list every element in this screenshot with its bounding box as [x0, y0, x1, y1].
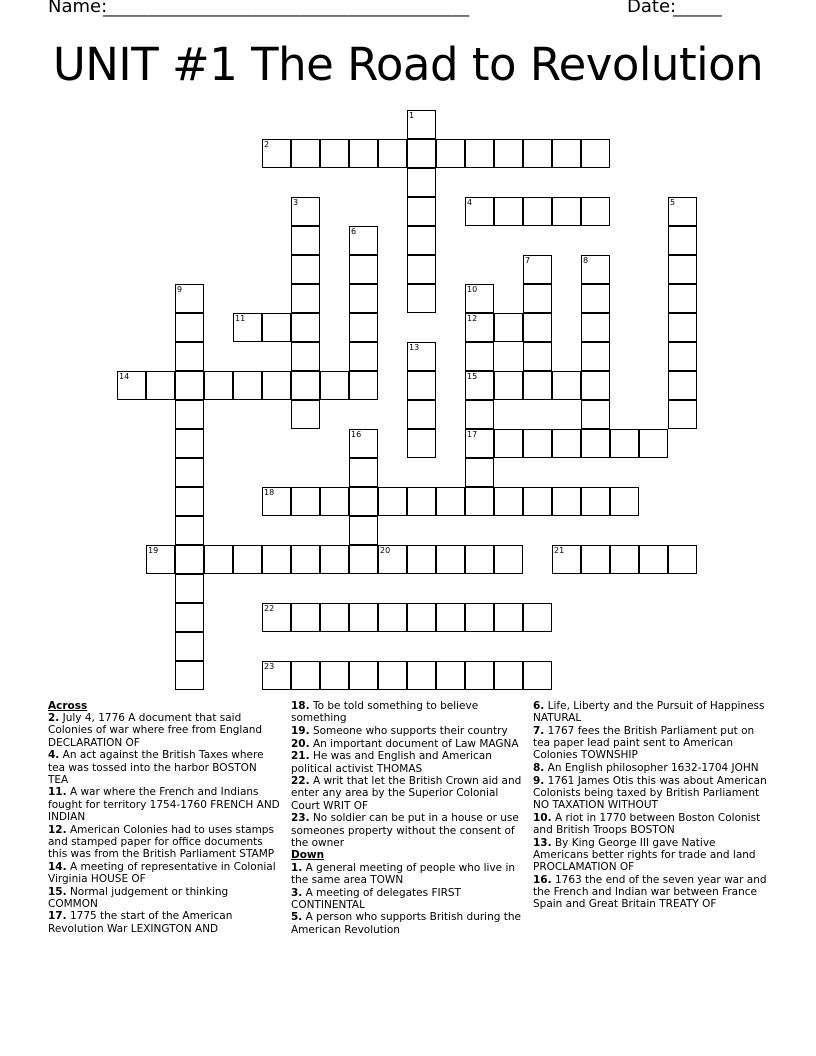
crossword-cell[interactable]: [668, 255, 697, 284]
clue-down-3: 3. A meeting of delegates FIRST CONTINENTAL: [291, 886, 461, 911]
clue-down-7: 7. 1767 fees the British Parliament put on tea paper lead paint sent to American Colonies TOWNSHIP: [533, 724, 755, 762]
crossword-cell[interactable]: [320, 661, 349, 690]
crossword-cell[interactable]: [523, 487, 552, 516]
crossword-cell[interactable]: [407, 603, 436, 632]
crossword-cell[interactable]: [552, 487, 581, 516]
clue-across-11: 11. A war where the French and Indians fought for territory 1754-1760 FRENCH AND INDIAN: [48, 786, 280, 823]
crossword-cell[interactable]: [436, 545, 465, 574]
crossword-cell[interactable]: [407, 429, 436, 458]
crossword-cell[interactable]: [668, 545, 697, 574]
crossword-cell[interactable]: [668, 342, 697, 371]
cell-number: 7: [525, 256, 531, 265]
cell-number: 3: [293, 198, 299, 207]
crossword-cell[interactable]: [465, 400, 494, 429]
crossword-cell[interactable]: [668, 284, 697, 313]
clue-down-10: 10. A riot in 1770 between Boston Colonist and British Troops BOSTON: [533, 811, 761, 837]
cell-number: 5: [670, 198, 676, 207]
crossword-cell[interactable]: [378, 603, 407, 632]
crossword-cell[interactable]: [320, 545, 349, 574]
crossword-cell[interactable]: [378, 545, 407, 574]
clue-across-22: 22. A writ that let the British Crown aid and enter any area by the Superior Colonial Court WRIT OF: [291, 775, 522, 812]
crossword-cell[interactable]: [262, 545, 291, 574]
crossword-cell[interactable]: [523, 284, 552, 313]
crossword-cell[interactable]: [378, 139, 407, 168]
crossword-cell[interactable]: [291, 284, 320, 313]
cell-number: 16: [351, 430, 362, 439]
crossword-cell[interactable]: [552, 139, 581, 168]
cell-number: 14: [119, 372, 130, 381]
crossword-cell[interactable]: [552, 429, 581, 458]
cell-number: 1: [409, 111, 415, 120]
crossword-cell[interactable]: [465, 487, 494, 516]
crossword-cell[interactable]: [175, 487, 204, 516]
crossword-cell[interactable]: [523, 429, 552, 458]
crossword-cell[interactable]: [523, 313, 552, 342]
cell-number: 23: [264, 662, 275, 671]
crossword-cell[interactable]: [349, 458, 378, 487]
clue-down-8: 8. An English philosopher 1632-1704 JOHN: [533, 762, 759, 775]
crossword-cell[interactable]: [175, 371, 204, 400]
crossword-cell[interactable]: [291, 487, 320, 516]
cell-number: 4: [467, 198, 473, 207]
crossword-cell[interactable]: [523, 371, 552, 400]
crossword-cell[interactable]: [407, 487, 436, 516]
crossword-cell[interactable]: [668, 400, 697, 429]
crossword-cell[interactable]: [523, 661, 552, 690]
crossword-cell[interactable]: [349, 226, 378, 255]
crossword-cell[interactable]: [349, 139, 378, 168]
across-heading: Across: [48, 700, 88, 712]
crossword-cell[interactable]: [436, 487, 465, 516]
crossword-cell[interactable]: [262, 313, 291, 342]
date-label: Date:: [627, 0, 677, 17]
crossword-cell[interactable]: [523, 139, 552, 168]
clue-across-23: 23. No soldier can be put in a house or use someones property without the consent of the owner: [291, 812, 519, 849]
crossword-cell[interactable]: [175, 284, 204, 313]
crossword-cell[interactable]: [465, 661, 494, 690]
crossword-cell[interactable]: [407, 255, 436, 284]
crossword-cell[interactable]: [581, 284, 610, 313]
crossword-cell[interactable]: [175, 429, 204, 458]
clue-down-13: 13. By King George III gave Native Americans better rights for trade and land PROCLAMATION OF: [533, 836, 756, 874]
cell-number: 12: [467, 314, 478, 323]
crossword-cell[interactable]: [262, 603, 291, 632]
crossword-cell[interactable]: [610, 545, 639, 574]
crossword-cell[interactable]: [291, 371, 320, 400]
clue-down-16: 16. 1763 the end of the seven year war and the French and Indian war between France Spain and Great Britain TREATY OF: [533, 873, 767, 911]
page-title: UNIT #1 The Road to Revolution: [52, 38, 764, 91]
crossword-cell[interactable]: [581, 313, 610, 342]
crossword-cell[interactable]: [494, 139, 523, 168]
crossword-cell[interactable]: [639, 429, 668, 458]
crossword-cell[interactable]: [175, 458, 204, 487]
crossword-cell[interactable]: [552, 545, 581, 574]
crossword-cell[interactable]: [291, 342, 320, 371]
crossword-cell[interactable]: [320, 487, 349, 516]
crossword-cell[interactable]: [668, 313, 697, 342]
crossword-cell[interactable]: [465, 545, 494, 574]
crossword-cell[interactable]: [291, 545, 320, 574]
crossword-cell[interactable]: [407, 371, 436, 400]
crossword-cell[interactable]: [407, 284, 436, 313]
crossword-cell[interactable]: [291, 197, 320, 226]
name-label: Name:: [48, 0, 108, 17]
name-line[interactable]: _____________________________________________________: [103, 0, 469, 17]
crossword-cell[interactable]: [668, 226, 697, 255]
down-heading: Down: [291, 849, 325, 862]
crossword-cell[interactable]: [175, 342, 204, 371]
cell-number: 20: [380, 546, 391, 555]
crossword-cell[interactable]: [465, 139, 494, 168]
crossword-cell[interactable]: [436, 139, 465, 168]
crossword-cell[interactable]: [320, 139, 349, 168]
crossword-cell[interactable]: [494, 487, 523, 516]
crossword-cell[interactable]: [465, 342, 494, 371]
crossword-cell[interactable]: [349, 516, 378, 545]
cell-number: 9: [177, 285, 183, 294]
crossword-cell[interactable]: [349, 284, 378, 313]
crossword-cell[interactable]: [233, 545, 262, 574]
crossword-cell[interactable]: [465, 197, 494, 226]
clue-down-9: 9. 1761 James Otis this was about American Colonists being taxed by British Parliament NO TAXATION WITHOUT: [533, 774, 767, 812]
crossword-cell[interactable]: [581, 139, 610, 168]
cell-number: 19: [148, 546, 159, 555]
crossword-cell[interactable]: [291, 226, 320, 255]
crossword-cell[interactable]: [349, 429, 378, 458]
crossword-cell[interactable]: [407, 545, 436, 574]
crossword-cell[interactable]: [407, 139, 436, 168]
clue-down-6: 6. Life, Liberty and the Pursuit of Happiness NATURAL: [533, 700, 765, 725]
crossword-cell[interactable]: [581, 429, 610, 458]
crossword-cell[interactable]: [465, 458, 494, 487]
crossword-cell[interactable]: [552, 197, 581, 226]
clue-across-14: 14. A meeting of representative in Colonial Virginia HOUSE OF: [48, 860, 276, 885]
crossword-cell[interactable]: [494, 371, 523, 400]
clue-across-18: 18. To be told something to believe something: [291, 700, 479, 725]
crossword-cell[interactable]: [146, 545, 175, 574]
date-line[interactable]: _______: [673, 0, 722, 17]
cell-number: 17: [467, 430, 478, 439]
cell-number: 8: [583, 256, 589, 265]
crossword-cell[interactable]: [291, 400, 320, 429]
crossword-cell[interactable]: [494, 545, 523, 574]
crossword-cell[interactable]: [175, 545, 204, 574]
crossword-cell[interactable]: [233, 313, 262, 342]
cell-number: 13: [409, 343, 420, 352]
crossword-cell[interactable]: [349, 487, 378, 516]
crossword-cell[interactable]: [581, 197, 610, 226]
crossword-cell[interactable]: [146, 371, 175, 400]
crossword-cell[interactable]: [668, 371, 697, 400]
crossword-cell[interactable]: [407, 400, 436, 429]
clue-across-12: 12. American Colonies had to uses stamps and stamped paper for office documents this was from the British Parliament STAMP: [48, 823, 275, 860]
crossword-cell[interactable]: [378, 487, 407, 516]
crossword-cell[interactable]: [581, 255, 610, 284]
crossword-cell[interactable]: [494, 429, 523, 458]
crossword-cell[interactable]: [349, 313, 378, 342]
crossword-cell[interactable]: [291, 603, 320, 632]
crossword-cell[interactable]: [581, 400, 610, 429]
clue-across-20: 20. An important document of Law MAGNA: [291, 737, 519, 750]
crossword-cell[interactable]: [291, 139, 320, 168]
cell-number: 6: [351, 227, 357, 236]
crossword-cell[interactable]: [523, 197, 552, 226]
crossword-cell[interactable]: [262, 139, 291, 168]
crossword-cell[interactable]: [407, 197, 436, 226]
clue-down-5: 5. A person who supports British during the American Revolution: [291, 911, 521, 936]
clue-across-4: 4. An act against the British Taxes where tea was tossed into the harbor BOSTON TEA: [48, 749, 264, 786]
clues-column-2: [291, 700, 523, 936]
cell-number: 18: [264, 488, 275, 497]
crossword-cell[interactable]: [407, 342, 436, 371]
clue-across-2: 2. July 4, 1776 A document that said Colonies of war where free from England DECLARATION OF: [48, 712, 263, 749]
crossword-cell[interactable]: [581, 545, 610, 574]
crossword-cell[interactable]: [291, 661, 320, 690]
crossword-cell[interactable]: [117, 371, 146, 400]
crossword-cell[interactable]: [436, 603, 465, 632]
crossword-cell[interactable]: [523, 342, 552, 371]
crossword-cell[interactable]: [262, 661, 291, 690]
crossword-cell[interactable]: [291, 255, 320, 284]
crossword-cell[interactable]: [204, 545, 233, 574]
crossword-cell[interactable]: [407, 110, 436, 139]
crossword-cell[interactable]: [175, 313, 204, 342]
cell-number: 10: [467, 285, 478, 294]
crossword-cell[interactable]: [552, 371, 581, 400]
crossword-cell[interactable]: [436, 661, 465, 690]
crossword-cell[interactable]: [465, 313, 494, 342]
clues-column-3: [533, 700, 773, 911]
clue-down-1: 1. A general meeting of people who live in the same area TOWN: [291, 861, 516, 886]
crossword-cell[interactable]: [204, 371, 233, 400]
cell-number: 11: [235, 314, 246, 323]
crossword-cell[interactable]: [494, 661, 523, 690]
crossword-cell[interactable]: [349, 255, 378, 284]
crossword-cell[interactable]: [639, 545, 668, 574]
crossword-cell[interactable]: [175, 400, 204, 429]
crossword-cell[interactable]: [581, 342, 610, 371]
crossword-cell[interactable]: [378, 661, 407, 690]
crossword-cell[interactable]: [262, 487, 291, 516]
clue-across-21: 21. He was and English and American political activist THOMAS: [291, 750, 492, 775]
crossword-cell[interactable]: [465, 284, 494, 313]
crossword-cell[interactable]: [407, 168, 436, 197]
crossword-cell[interactable]: [581, 487, 610, 516]
crossword-cell[interactable]: [233, 371, 262, 400]
crossword-cell[interactable]: [465, 371, 494, 400]
crossword-cell[interactable]: [610, 487, 639, 516]
crossword-cell[interactable]: [581, 371, 610, 400]
crossword-cell[interactable]: [523, 255, 552, 284]
crossword-cell[interactable]: [494, 313, 523, 342]
crossword-cell[interactable]: [262, 371, 291, 400]
clues-column-1: [48, 700, 280, 935]
cell-number: 2: [264, 140, 270, 149]
crossword-cell[interactable]: [291, 313, 320, 342]
crossword-cell[interactable]: [610, 429, 639, 458]
crossword-cell[interactable]: [465, 429, 494, 458]
crossword-cell[interactable]: [349, 342, 378, 371]
crossword-cell[interactable]: [349, 603, 378, 632]
crossword-cell[interactable]: [407, 226, 436, 255]
crossword-cell[interactable]: [175, 632, 204, 661]
crossword-cell[interactable]: [349, 661, 378, 690]
clue-across-17: 17. 1775 the start of the American Revolution War LEXINGTON AND: [48, 910, 233, 935]
cell-number: 21: [554, 546, 565, 555]
crossword-cell[interactable]: [175, 603, 204, 632]
crossword-cell[interactable]: [175, 516, 204, 545]
cell-number: 15: [467, 372, 478, 381]
crossword-cell[interactable]: [465, 603, 494, 632]
clue-across-19: 19. Someone who supports their country: [291, 724, 508, 737]
crossword-cell[interactable]: [494, 603, 523, 632]
crossword-cell[interactable]: [407, 661, 436, 690]
crossword-cell[interactable]: [349, 371, 378, 400]
crossword-cell[interactable]: [668, 197, 697, 226]
crossword-cell[interactable]: [494, 197, 523, 226]
clue-across-15: 15. Normal judgement or thinking COMMON: [48, 885, 229, 910]
crossword-cell[interactable]: [320, 371, 349, 400]
cell-number: 22: [264, 604, 275, 613]
crossword-cell[interactable]: [175, 661, 204, 690]
crossword-cell[interactable]: [320, 603, 349, 632]
crossword-cell[interactable]: [523, 603, 552, 632]
crossword-cell[interactable]: [175, 574, 204, 603]
crossword-cell[interactable]: [349, 545, 378, 574]
